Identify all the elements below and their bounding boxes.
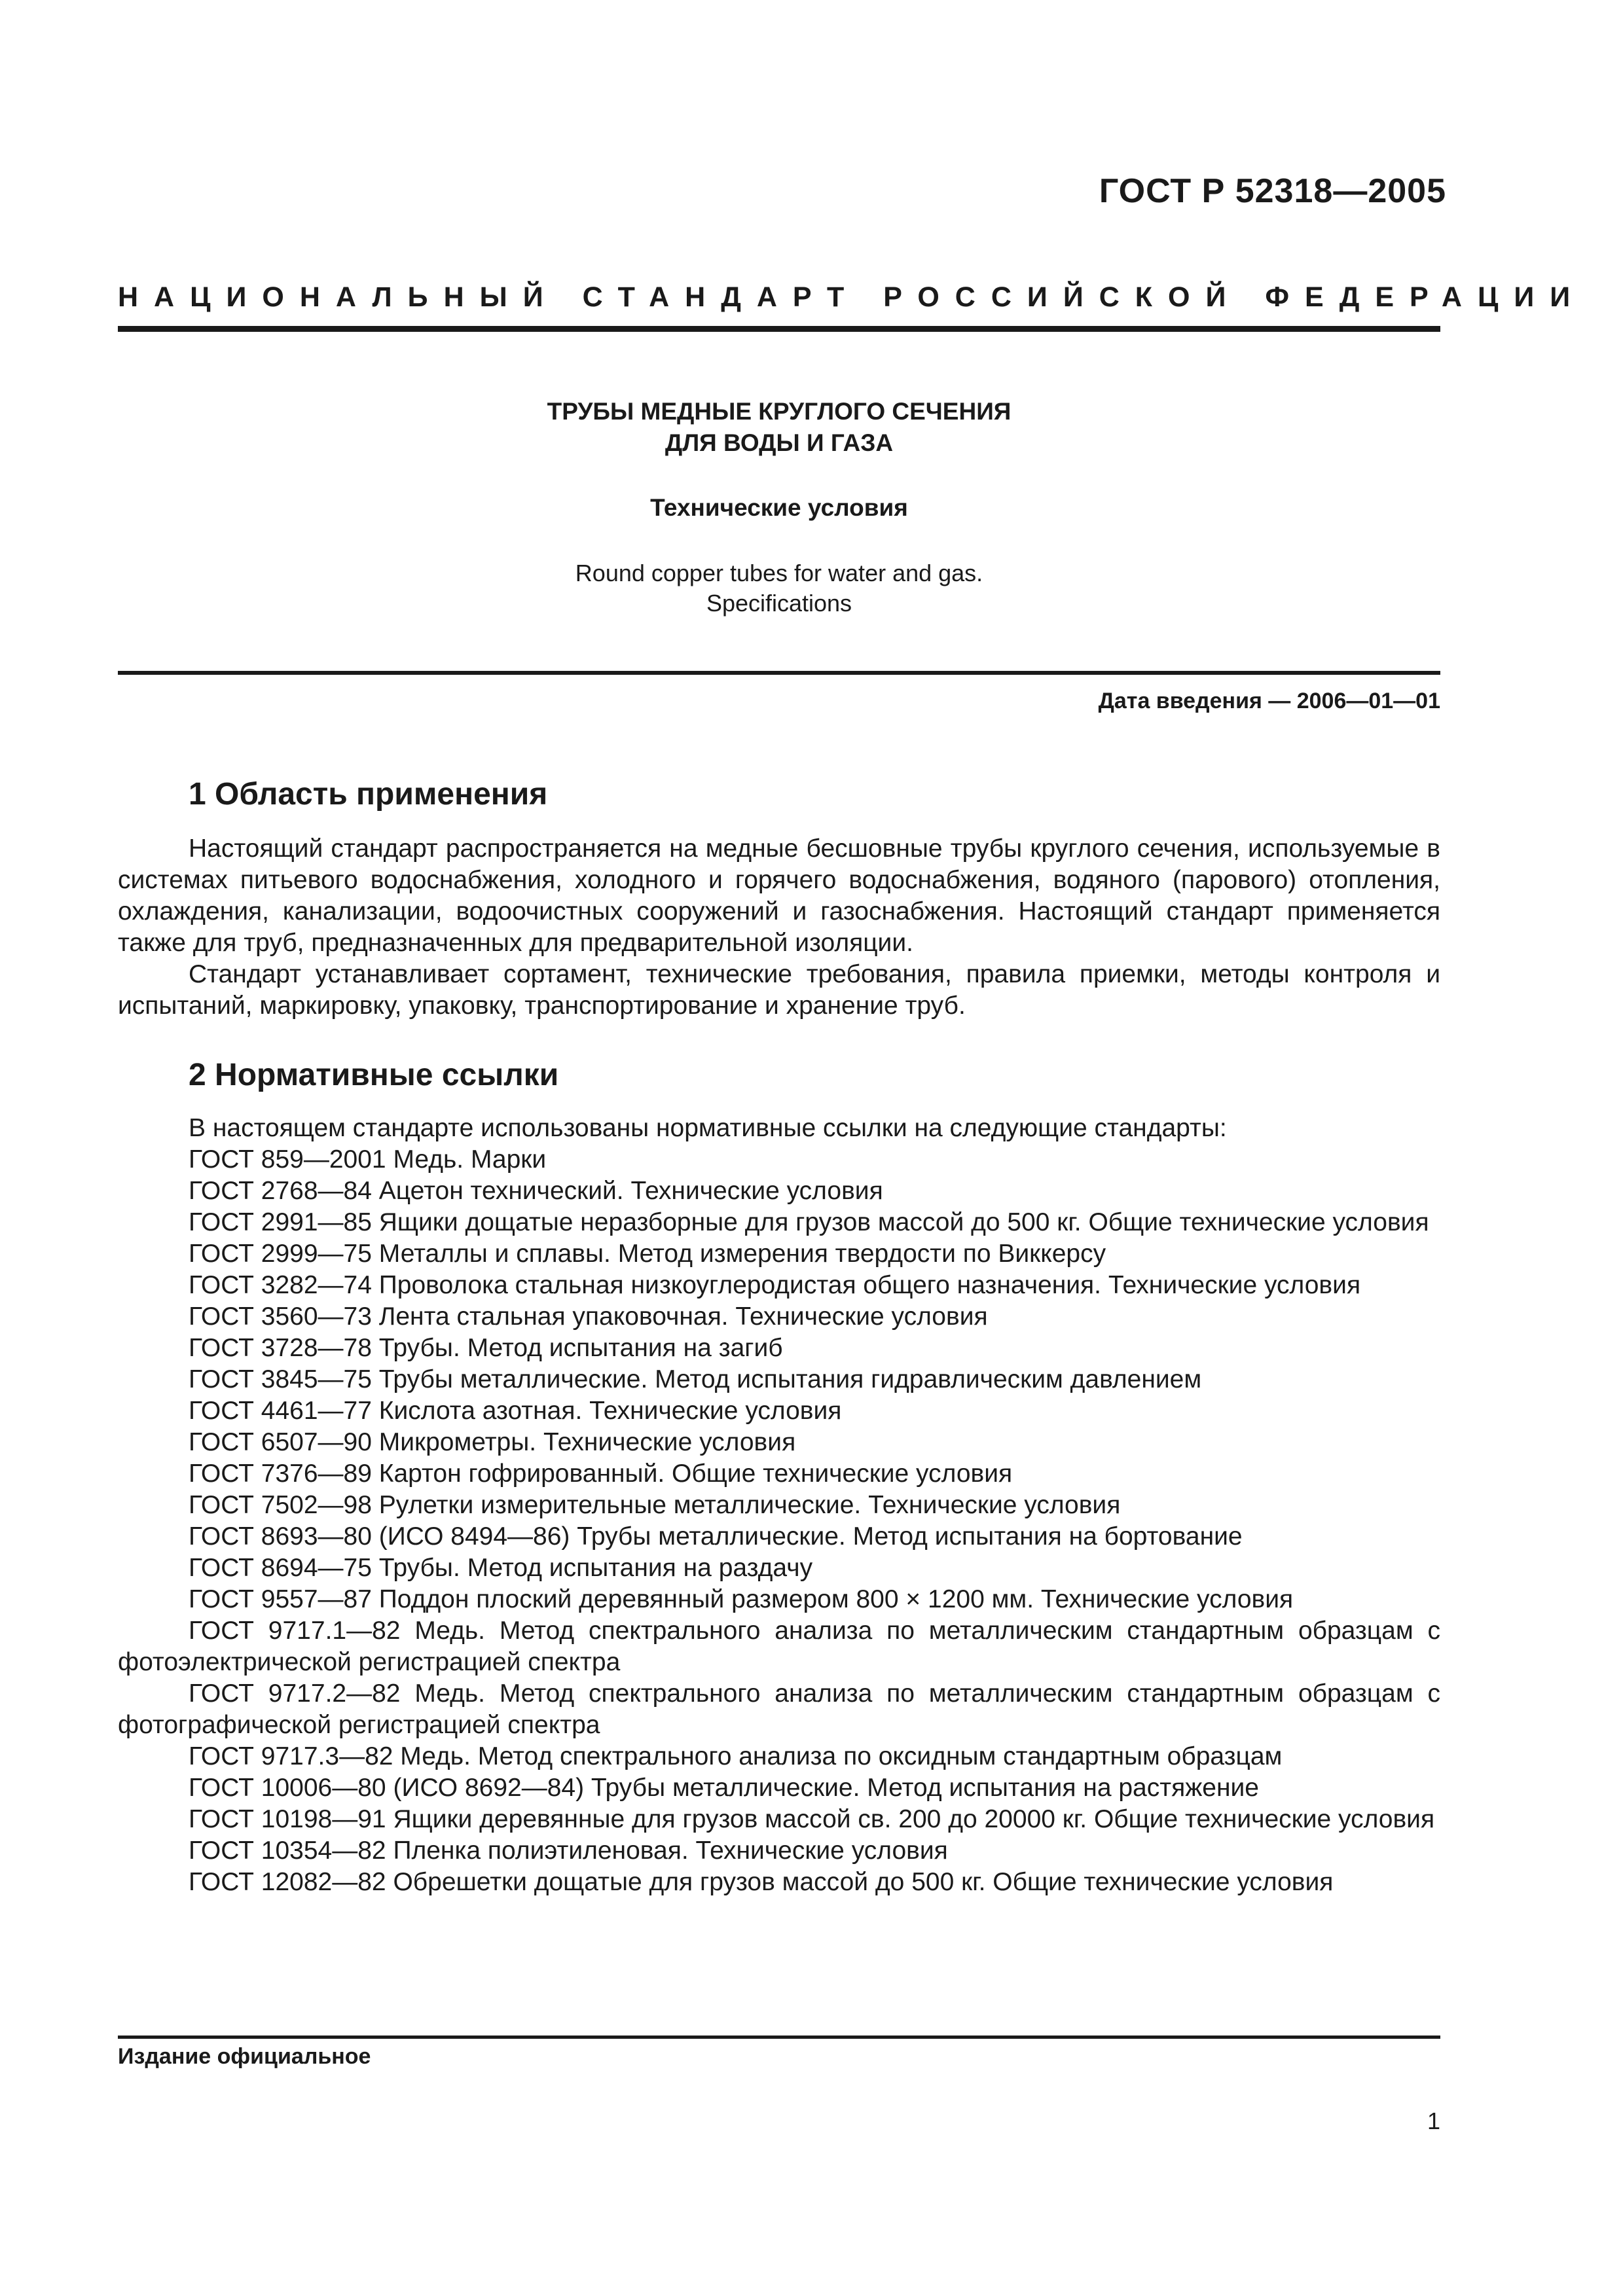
reference-item: ГОСТ 9717.1—82 Медь. Метод спектрального анализа по металлическим стандартным образцам с фотоэлектрической регистрацией спектра: [118, 1617, 1440, 1676]
references-intro: В настоящем стандарте использованы нормативные ссылки на следующие стандарты:: [189, 1114, 1227, 1142]
title-line-1: ТРУБЫ МЕДНЫЕ КРУГЛОГО СЕЧЕНИЯ: [547, 398, 1012, 425]
english-title-line-2: Specifications: [706, 590, 852, 617]
section-2-heading: 2 Нормативные ссылки: [189, 1058, 559, 1092]
document-title: [118, 396, 1440, 459]
normative-references-list: [118, 1113, 1440, 1898]
page-number: 1: [1427, 2108, 1440, 2134]
title-divider: [118, 671, 1440, 675]
reference-item: ГОСТ 8693—80 (ИСО 8494—86) Трубы металлические. Метод испытания на бортование: [189, 1522, 1243, 1551]
reference-item: ГОСТ 10198—91 Ящики деревянные для грузов массой св. 200 до 20000 кг. Общие технические условия: [189, 1805, 1435, 1833]
reference-item: ГОСТ 4461—77 Кислота азотная. Технические условия: [189, 1397, 842, 1425]
official-edition-note: Издание официальное: [118, 2044, 371, 2069]
reference-item: ГОСТ 2991—85 Ящики дощатые неразборные для грузов массой до 500 кг. Общие технические условия: [189, 1208, 1429, 1236]
reference-item: ГОСТ 3845—75 Трубы металлические. Метод испытания гидравлическим давлением: [189, 1365, 1202, 1393]
footer-divider: [118, 2036, 1440, 2039]
section-1-paragraph-1: Настоящий стандарт распространяется на медные бесшовные трубы круглого сечения, используемые в системах питьевого водоснабжения, холодного и горячего водоснабжения, водяного (парового) отопления, охлаждения, канализации, водоочистных сооружений и газоснабжения. Настоящий стандарт применяется также для труб, предназначенных для предварительной изоляции.: [118, 834, 1440, 957]
title-line-2: ДЛЯ ВОДЫ И ГАЗА: [665, 429, 894, 456]
english-title: [118, 558, 1440, 619]
document-subtitle: Технические условия: [650, 494, 908, 521]
reference-item: ГОСТ 7376—89 Картон гофрированный. Общие технические условия: [189, 1460, 1013, 1488]
reference-item: ГОСТ 859—2001 Медь. Марки: [189, 1145, 547, 1174]
reference-item: ГОСТ 2768—84 Ацетон технический. Технические условия: [189, 1177, 883, 1205]
introduction-date: Дата введения — 2006—01—01: [1098, 689, 1440, 713]
reference-item: ГОСТ 9557—87 Поддон плоский деревянный размером 800 × 1200 мм. Технические условия: [189, 1585, 1294, 1613]
standard-banner: НАЦИОНАЛЬНЫЙ СТАНДАРТ РОССИЙСКОЙ ФЕДЕРАЦИИ: [118, 281, 1586, 313]
english-title-line-1: Round copper tubes for water and gas.: [575, 560, 983, 586]
reference-item: ГОСТ 10354—82 Пленка полиэтиленовая. Технические условия: [189, 1837, 948, 1865]
reference-item: ГОСТ 3282—74 Проволока стальная низкоуглеродистая общего назначения. Технические условия: [189, 1271, 1361, 1299]
reference-item: ГОСТ 3728—78 Трубы. Метод испытания на загиб: [189, 1334, 783, 1362]
reference-item: ГОСТ 7502—98 Рулетки измерительные металлические. Технические условия: [189, 1491, 1121, 1519]
reference-item: ГОСТ 6507—90 Микрометры. Технические условия: [189, 1428, 796, 1456]
reference-item: ГОСТ 9717.2—82 Медь. Метод спектрального анализа по металлическим стандартным образцам с фотографической регистрацией спектра: [118, 1679, 1440, 1739]
section-1-paragraph-2: Стандарт устанавливает сортамент, технические требования, правила приемки, методы контроля и испытаний, маркировку, упаковку, транспортирование и хранение труб.: [118, 960, 1440, 1020]
reference-item: ГОСТ 8694—75 Трубы. Метод испытания на раздачу: [189, 1554, 813, 1582]
document-number: ГОСТ Р 52318—2005: [1099, 172, 1446, 210]
reference-item: ГОСТ 3560—73 Лента стальная упаковочная. Технические условия: [189, 1302, 988, 1331]
reference-item: ГОСТ 12082—82 Обрешетки дощатые для грузов массой до 500 кг. Общие технические условия: [189, 1868, 1334, 1896]
reference-item: ГОСТ 10006—80 (ИСО 8692—84) Трубы металлические. Метод испытания на растяжение: [189, 1774, 1259, 1802]
section-1-heading: 1 Область применения: [189, 777, 548, 812]
reference-item: ГОСТ 9717.3—82 Медь. Метод спектрального анализа по оксидным стандартным образцам: [189, 1742, 1283, 1770]
header-divider: [118, 326, 1440, 332]
reference-item: ГОСТ 2999—75 Металлы и сплавы. Метод измерения твердости по Виккерсу: [189, 1240, 1106, 1268]
